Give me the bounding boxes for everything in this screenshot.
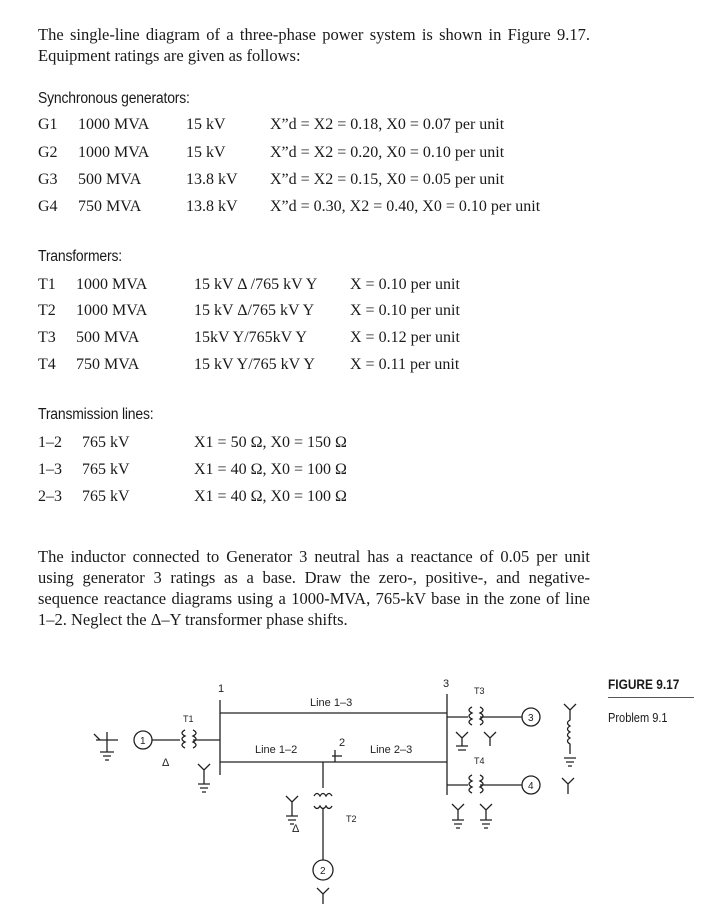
t4-ground-icon: [452, 804, 492, 828]
line-reactance: X1 = 40 Ω, X0 = 100 Ω: [194, 461, 347, 478]
generator-4-group: [447, 756, 574, 828]
line-2-3-label: Line 2–3: [370, 744, 413, 756]
generators-heading: Synchronous generators:: [38, 90, 190, 107]
generator-3-group: [447, 686, 576, 766]
line-id: 1–2: [38, 434, 62, 451]
transformer-kv: 15 kV Δ/765 kV Y: [194, 302, 315, 319]
line-reactance: X1 = 40 Ω, X0 = 100 Ω: [194, 488, 347, 505]
generator-kv: 13.8 kV: [186, 171, 238, 188]
transformer-kv: 15kV Y/765kV Y: [194, 329, 307, 346]
bus-2-label: 2: [339, 737, 346, 749]
transformer-id: T1: [38, 276, 56, 293]
transformer-id: T2: [38, 302, 56, 319]
t1-wye-ground-icon: [198, 764, 210, 792]
transformer-t2-icon: [314, 794, 332, 809]
generator-mva: 1000 MVA: [78, 116, 150, 133]
transformers-heading: Transformers:: [38, 248, 122, 265]
generator-1-label: 1: [140, 736, 146, 747]
generator-id: G1: [38, 116, 58, 133]
transformer-mva: 1000 MVA: [76, 302, 148, 319]
intro-paragraph: The single-line diagram of a three-phase power system is shown in Figure 9.17. Equipment ratings are given as follows:: [38, 25, 590, 65]
transformer-id: T4: [38, 356, 56, 373]
generator-1-group: [94, 714, 220, 792]
generator-kv: 13.8 kV: [186, 198, 238, 215]
generator-mva: 500 MVA: [78, 171, 142, 188]
generator-id: G2: [38, 144, 58, 161]
generator-kv: 15 kV: [186, 144, 226, 161]
transformer-reactance: X = 0.12 per unit: [350, 329, 460, 346]
line-id: 1–3: [38, 461, 62, 478]
caption-rule: [608, 697, 694, 698]
generator-4-label: 4: [528, 781, 534, 792]
t2-delta-label: Δ: [292, 823, 300, 835]
neutral-inductor-icon: [564, 704, 576, 766]
t3-wye-icon: [484, 732, 496, 746]
generator-id: G4: [38, 198, 58, 215]
line-kv: 765 kV: [82, 434, 130, 451]
generator-id: G3: [38, 171, 58, 188]
t2-ground-icon: [286, 796, 298, 824]
single-line-diagram: [0, 660, 600, 919]
ground-icon: [94, 732, 118, 760]
generator-2-label: 2: [320, 866, 326, 877]
t3-ground-icon: [456, 732, 468, 750]
transformer-mva: 500 MVA: [76, 329, 140, 346]
transformer-mva: 1000 MVA: [76, 276, 148, 293]
line-1-2-label: Line 1–2: [255, 744, 298, 756]
closing-paragraph: The inductor connected to Generator 3 neutral has a reactance of 0.05 per unit using generator 3 ratings as a base. Draw the zero-, positive-, and negative-sequence reactance diagrams using a 1000-MVA, 765-kV base in the zone of line 1–2. Neglect the Δ–Y transformer phase shifts.: [38, 547, 590, 629]
transformer-reactance: X = 0.10 per unit: [350, 302, 460, 319]
line-id: 2–3: [38, 488, 62, 505]
line-reactance: X1 = 50 Ω, X0 = 150 Ω: [194, 434, 347, 451]
generator-reactance: X”d = 0.30, X2 = 0.40, X0 = 0.10 per unit: [270, 198, 541, 215]
generator-4-wye-icon: [562, 778, 574, 794]
transformer-t4-label: T4: [474, 756, 485, 766]
generator-3-label: 3: [528, 713, 534, 724]
generator-kv: 15 kV: [186, 116, 226, 133]
line-kv: 765 kV: [82, 488, 130, 505]
transformer-mva: 750 MVA: [76, 356, 140, 373]
generator-reactance: X”d = X2 = 0.18, X0 = 0.07 per unit: [270, 116, 505, 133]
bus-1-label: 1: [218, 683, 225, 695]
figure-title: FIGURE 9.17: [608, 676, 680, 692]
transformer-t3-icon: [469, 707, 483, 725]
transformer-t1-label: T1: [183, 714, 194, 724]
figure-caption: Problem 9.1: [608, 710, 668, 725]
transformer-t1-icon: [182, 730, 196, 748]
generator-mva: 750 MVA: [78, 198, 142, 215]
generator-mva: 1000 MVA: [78, 144, 150, 161]
transformer-kv: 15 kV Δ /765 kV Y: [194, 276, 318, 293]
generator-reactance: X”d = X2 = 0.15, X0 = 0.05 per unit: [270, 171, 505, 188]
transformer-reactance: X = 0.11 per unit: [350, 356, 460, 373]
line-kv: 765 kV: [82, 461, 130, 478]
transformer-t2-label: T2: [346, 814, 357, 824]
line-1-3-label: Line 1–3: [310, 697, 353, 709]
generator-2-group: [286, 762, 357, 904]
generator-2-wye-icon: [317, 888, 329, 904]
t1-delta-label: Δ: [162, 757, 170, 769]
transformer-t3-label: T3: [474, 686, 485, 696]
transformer-t4-icon: [469, 775, 483, 793]
transformer-kv: 15 kV Y/765 kV Y: [194, 356, 315, 373]
transformer-id: T3: [38, 329, 56, 346]
generator-reactance: X”d = X2 = 0.20, X0 = 0.10 per unit: [270, 144, 505, 161]
transformer-reactance: X = 0.10 per unit: [350, 276, 460, 293]
lines-heading: Transmission lines:: [38, 406, 154, 423]
bus-3-label: 3: [443, 678, 450, 690]
